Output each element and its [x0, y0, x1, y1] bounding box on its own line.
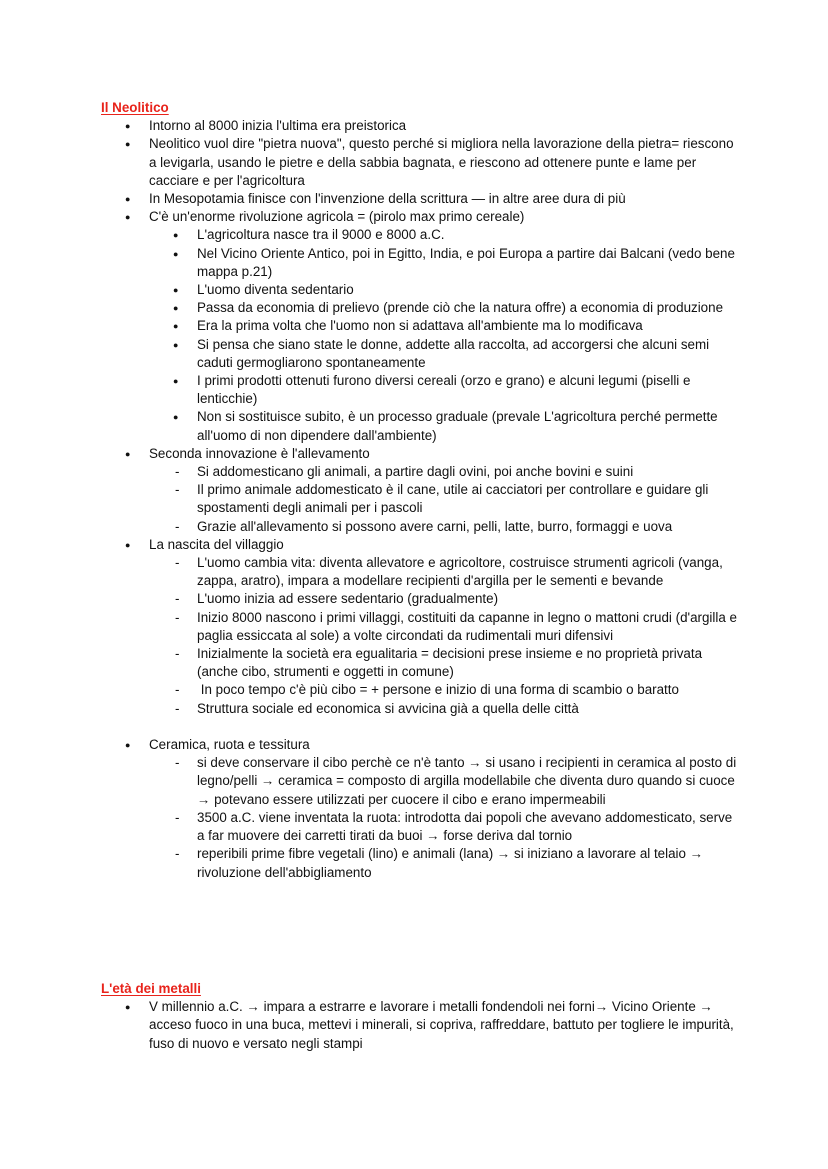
ceramica-sublist	[149, 754, 741, 881]
sublist-item: - Struttura sociale ed economica si avvicina già a quella delle città	[149, 700, 741, 718]
sublist-item: ● L'agricoltura nasce tra il 9000 e 8000 a.C.	[149, 226, 741, 244]
heading-metalli: L'età dei metalli	[101, 981, 201, 996]
villaggio-sublist	[149, 554, 741, 718]
spacer	[149, 718, 741, 736]
sublist-item: - Si addomesticano gli animali, a partire dagli ovini, poi anche bovini e suini	[149, 463, 741, 481]
list-item: ● Intorno al 8000 inizia l'ultima era preistorica	[101, 117, 741, 135]
sublist-item: - Il primo animale addomesticato è il cane, utile ai cacciatori per controllare e guidare gli spostamenti degli animali per i pascoli	[149, 481, 741, 517]
sublist-item: - Inizialmente la società era egualitaria = decisioni prese insieme e no proprietà privata (anche cibo, strumenti e oggetti in comune)	[149, 645, 741, 681]
list-item-text: Ceramica, ruota e tessitura	[149, 737, 310, 753]
sublist-item: - reperibili prime fibre vegetali (lino) e animali (lana) → si iniziano a lavorare al telaio → rivoluzione dell'abbigliamento	[149, 845, 741, 881]
list-item-rivoluzione-agricola	[101, 208, 741, 445]
sublist-item: ● Passa da economia di prelievo (prende ciò che la natura offre) a economia di produzione	[149, 299, 741, 317]
sublist-item: - Grazie all'allevamento si possono avere carni, pelli, latte, burro, formaggi e uova	[149, 518, 741, 536]
allevamento-sublist	[149, 463, 741, 536]
list-item: ● Neolitico vuol dire "pietra nuova", questo perché si migliora nella lavorazione della pietra= riescono a levigarla, usando le pietre e della sabbia bagnata, e riescono ad ottenere punte e lame per cacciare e per l'agricoltura	[101, 135, 741, 190]
list-item-text: Seconda innovazione è l'allevamento	[149, 445, 370, 461]
list-item-allevamento	[101, 445, 741, 536]
metalli-list	[101, 998, 741, 1053]
sublist-item: ● Non si sostituisce subito, è un processo graduale (prevale L'agricoltura perché permette all'uomo di non dipendere dall'ambiente)	[149, 408, 741, 444]
section-neolitico	[101, 99, 741, 882]
heading-neolitico: Il Neolitico	[101, 100, 169, 115]
sublist-item: - L'uomo cambia vita: diventa allevatore e agricoltore, costruisce strumenti agricoli (vanga, zappa, aratro), impara a modellare recipienti d'argilla per le sementi e bevande	[149, 554, 741, 590]
agricoltura-sublist	[149, 226, 741, 444]
list-item-text: La nascita del villaggio	[149, 536, 284, 552]
sublist-item: - 3500 a.C. viene inventata la ruota: introdotta dai popoli che avevano addomesticato, serve a far muovere dei carretti tirati da buoi → forse deriva dal tornio	[149, 809, 741, 845]
sublist-item: - In poco tempo c'è più cibo = + persone e inizio di una forma di scambio o baratto	[149, 681, 741, 699]
sublist-item: ● Era la prima volta che l'uomo non si adattava all'ambiente ma lo modificava	[149, 317, 741, 335]
section-metalli	[101, 980, 741, 1053]
sublist-item: - Inizio 8000 nascono i primi villaggi, costituiti da capanne in legno o mattoni crudi (d'argilla e paglia essiccata al sole) a volte circondati da rudimentali muri difensivi	[149, 609, 741, 645]
list-item-villaggio	[101, 536, 741, 736]
list-item: ● In Mesopotamia finisce con l'invenzione della scrittura — in altre aree dura di più	[101, 190, 741, 208]
sublist-item: ● I primi prodotti ottenuti furono diversi cereali (orzo e grano) e alcuni legumi (piselli e lenticchie)	[149, 372, 741, 408]
neolitico-list	[101, 117, 741, 882]
sublist-item: - si deve conservare il cibo perchè ce n'è tanto → si usano i recipienti in ceramica al posto di legno/pelli → ceramica = composto di argilla modellabile che diventa duro quando si cuoce → potevano essere utilizzati per cuocere il cibo e erano impermeabili	[149, 754, 741, 809]
sublist-item: ● L'uomo diventa sedentario	[149, 281, 741, 299]
list-item: ● V millennio a.C. → impara a estrarre e lavorare i metalli fondendoli nei forni→ Vicino Oriente → acceso fuoco in una buca, mettevi i minerali, si copriva, raffreddare, battuto per togliere le impurità, fuso di nuovo e versato negli stampi	[101, 998, 741, 1053]
list-item-ceramica	[101, 736, 741, 882]
list-item-text: C'è un'enorme rivoluzione agricola = (pirolo max primo cereale)	[149, 209, 525, 225]
sublist-item: - L'uomo inizia ad essere sedentario (gradualmente)	[149, 590, 741, 608]
sublist-item: ● Si pensa che siano state le donne, addette alla raccolta, ad accorgersi che alcuni semi caduti germogliarono spontaneamente	[149, 336, 741, 372]
sublist-item: ● Nel Vicino Oriente Antico, poi in Egitto, India, e poi Europa a partire dai Balcani (vedo bene mappa p.21)	[149, 245, 741, 281]
